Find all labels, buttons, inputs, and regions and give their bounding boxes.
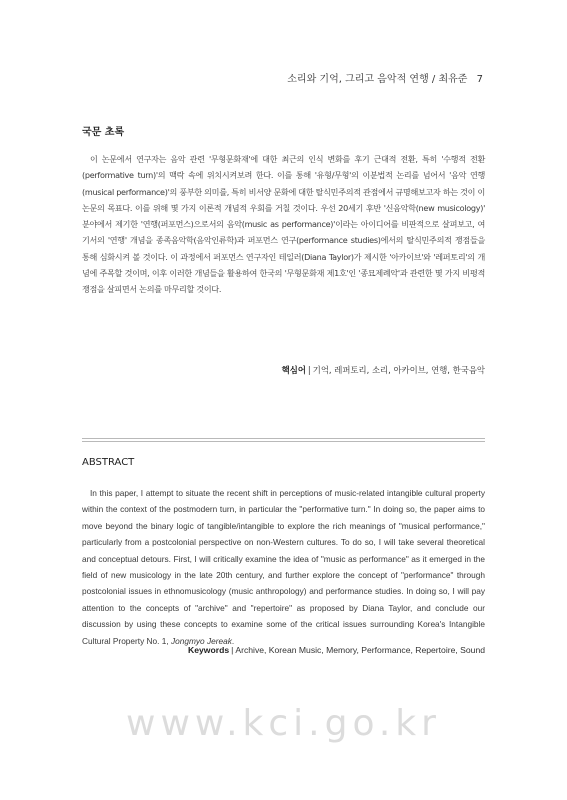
keyword-separator: | [231, 645, 234, 655]
running-title: 소리와 기억, 그리고 음악적 연행 / 최유준 [287, 74, 468, 85]
english-keywords-list: Archive, Korean Music, Memory, Performance, Repertoire, Sound [235, 645, 485, 655]
english-abstract-italic-term: Jongmyo Jereak [171, 635, 232, 646]
page-number: 7 [476, 74, 483, 85]
english-abstract-title: ABSTRACT [82, 457, 135, 468]
korean-keywords-list: 기억, 레퍼토리, 소리, 아카이브, 연행, 한국음악 [312, 365, 485, 375]
watermark: www.kci.go.kr [126, 703, 441, 744]
korean-abstract-title: 국문 초록 [82, 127, 125, 138]
keyword-separator: | [307, 365, 311, 375]
section-divider-bottom [82, 441, 485, 442]
english-abstract-body [82, 485, 485, 649]
korean-keywords-label: 핵심어 [281, 365, 306, 375]
korean-abstract-body: 이 논문에서 연구자는 음악 관련 '무형문화재'에 대한 최근의 인식 변화를 후기 근대적 전환, 특히 '수행적 전환(performative turn)'의 맥락 속에 위치시켜보려 한다. 이를 통해 '유형/무형'의 이분법적 논리를 넘어서 '음악 연행(musical performance)'의 풍부한 의미를, 특히 비서양 문화에 대한 탈식민주의적 관점에서 규명해보고자 하는 것이 이 논문의 목표다. 이를 위해 몇 가지 이론적 개념적 우회를 거칠 것이다. 우선 20세기 후반 '신음악학(new musicology)' 분야에서 제기한 '연행(퍼포먼스)으로서의 음악(music as performance)'이라는 아이디어를 비판적으로 살펴보고, 여기서의 '연행' 개념을 종족음악학(음악인류학)과 퍼포먼스 연구(performance studies)에서의 탈식민주의적 쟁점들을 통해 심화시켜 볼 것이다. 이 과정에서 퍼포먼스 연구자인 테일러(Diana Taylor)가 제시한 '아카이브'와 '레퍼토리'의 개념에 주목할 것이며, 이후 이러한 개념들을 활용하여 한국의 '무형문화재 제1호'인 '종묘제례악'과 관련한 몇 가지 비평적 쟁점을 살피면서 논의를 마무리할 것이다. [82, 154, 485, 295]
english-keywords-label: Keywords [188, 645, 230, 655]
english-abstract-text: In this paper, I attempt to situate the recent shift in perceptions of music-related intangible cultural property within the context of the postmodern turn, in particular the "performative turn." In doing so, the paper aims to move beyond the binary logic of tangible/intangible to explore the rich meanings of "musical performance," particularly from a postcolonial perspective on non-Western cultures. To do so, I will take several theoretical and conceptual detours. First, I will critically examine the idea of "music as performance" as it emerged in the field of new musicology in the late 20th century, and further explore the concept of "performance" through postcolonial issues in ethnomusicology (music anthropology) and performance studies. In doing so, I will pay attention to the concepts of "archive" and "repertoire" as proposed by Diana Taylor, and conclude our discussion by using these concepts to examine some of the critical issues surrounding Korea's Intangible Cultural Property No. 1, [82, 488, 485, 646]
running-header [287, 70, 483, 85]
english-keywords [188, 645, 485, 655]
section-divider-top [82, 438, 485, 439]
english-abstract-end: . [231, 635, 235, 646]
korean-keywords [282, 364, 485, 376]
